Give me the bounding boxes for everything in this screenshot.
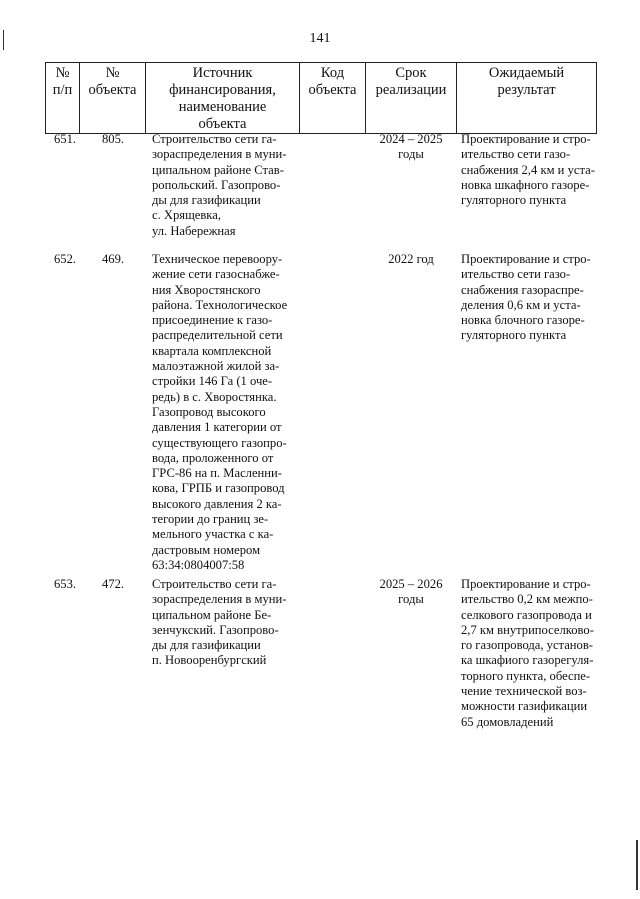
implementation-term-line: годы bbox=[398, 147, 424, 162]
header-col-object: № объекта bbox=[80, 63, 146, 134]
page-number: 141 bbox=[309, 31, 331, 46]
header-col-code: Код объекта bbox=[300, 63, 366, 134]
source-description bbox=[152, 132, 297, 239]
source-description-line: дастровым номером bbox=[152, 542, 261, 557]
source-description-line: высокого давления 2 ка- bbox=[152, 496, 282, 511]
expected-result bbox=[461, 132, 599, 208]
source-description-line: Газопровод высокого bbox=[152, 404, 266, 419]
expected-result bbox=[461, 577, 599, 730]
implementation-term-line: годы bbox=[398, 592, 424, 607]
object-number: 472. bbox=[102, 577, 125, 591]
expected-result-line: можности газификации bbox=[461, 699, 588, 714]
source-description-line: вода, проложенного от bbox=[152, 450, 274, 465]
source-description-line: района. Технологическое bbox=[152, 297, 288, 312]
expected-result-line: новка шкафного газоре- bbox=[461, 177, 590, 192]
expected-result-line: Проектирование и стро- bbox=[461, 132, 591, 146]
source-description-line: п. Новооренбургский bbox=[152, 653, 267, 668]
source-description-line: ропольский. Газопрово- bbox=[152, 177, 281, 192]
implementation-term bbox=[370, 577, 452, 608]
expected-result-line: ка шкафиого газорегуля- bbox=[461, 653, 594, 668]
source-description-line: малоэтажной жилой за- bbox=[152, 359, 280, 374]
expected-result-line: 2,7 км внутрипоселково- bbox=[461, 622, 594, 637]
source-description-line: 63:34:0804007:58 bbox=[152, 557, 245, 572]
source-description-line: ципальном районе Бе- bbox=[152, 607, 272, 622]
expected-result-line: ительство 0,2 км межпо- bbox=[461, 592, 593, 607]
header-col-num: № п/п bbox=[46, 63, 80, 134]
expected-result-line: ительство сети газо- bbox=[461, 147, 571, 162]
expected-result-line: снабжения 2,4 км и уста- bbox=[461, 162, 595, 177]
source-description-line: зенчукский. Газопрово- bbox=[152, 622, 279, 637]
object-number: 469. bbox=[102, 252, 125, 266]
source-description-line: мельного участка с ка- bbox=[152, 527, 274, 542]
source-description-line: ния Хворостянского bbox=[152, 282, 261, 297]
source-description-line: с. Хрящевка, bbox=[152, 208, 221, 223]
source-description-line: ды для газификации bbox=[152, 193, 261, 208]
source-description bbox=[152, 252, 297, 573]
source-description-line: редь) в с. Хворостянка. bbox=[152, 389, 277, 404]
row-number: 651. bbox=[54, 132, 77, 146]
expected-result-line: деления 0,6 км и уста- bbox=[461, 297, 581, 312]
expected-result-line: ительство сети газо- bbox=[461, 267, 571, 282]
source-description-line: ды для газификации bbox=[152, 638, 261, 653]
expected-result-line: гуляторного пункта bbox=[461, 193, 567, 208]
table-header bbox=[45, 62, 597, 134]
implementation-term-line: 2022 год bbox=[388, 252, 434, 266]
expected-result-line: снабжения газораспре- bbox=[461, 282, 584, 297]
source-description-line: Строительство сети га- bbox=[152, 577, 277, 591]
expected-result-line: гуляторного пункта bbox=[461, 328, 567, 343]
source-description-line: кова, ГРПБ и газопровод bbox=[152, 481, 285, 496]
source-description-line: ГРС-86 на п. Масленни- bbox=[152, 466, 282, 481]
source-description-line: стройки 146 Га (1 оче- bbox=[152, 374, 273, 389]
expected-result-line: торного пункта, обеспе- bbox=[461, 668, 591, 683]
source-description-line: жение сети газоснабже- bbox=[152, 267, 280, 282]
row-number: 652. bbox=[54, 252, 77, 266]
expected-result-line: селкового газопровода и bbox=[461, 607, 592, 622]
source-description-line: существующего газопро- bbox=[152, 435, 287, 450]
implementation-term bbox=[370, 132, 452, 163]
source-description-line: ул. Набережная bbox=[152, 223, 236, 238]
source-description-line: ципальном районе Став- bbox=[152, 162, 284, 177]
source-description-line: зораспределения в муни- bbox=[152, 147, 287, 162]
source-description-line: зораспределения в муни- bbox=[152, 592, 287, 607]
header-col-source: Источник финансирования, наименование объекта bbox=[146, 63, 300, 134]
expected-result-line: 65 домовладений bbox=[461, 714, 554, 729]
source-description-line: распределительной сети bbox=[152, 328, 283, 343]
source-description-line: давления 1 категории от bbox=[152, 420, 282, 435]
expected-result-line: го газопровода, установ- bbox=[461, 638, 593, 653]
expected-result-line: новка блочного газоре- bbox=[461, 313, 585, 328]
header-col-term: Срок реализации bbox=[366, 63, 457, 134]
object-number: 805. bbox=[102, 132, 125, 146]
row-number: 653. bbox=[54, 577, 77, 591]
implementation-term-line: 2025 – 2026 bbox=[379, 577, 443, 591]
expected-result-line: Проектирование и стро- bbox=[461, 252, 591, 266]
expected-result bbox=[461, 252, 599, 344]
right-margin-mark bbox=[636, 840, 638, 890]
source-description-line: тегории до границ зе- bbox=[152, 512, 269, 527]
source-description-line: квартала комплексной bbox=[152, 343, 272, 358]
source-description-line: Техническое перевоору- bbox=[152, 252, 283, 266]
expected-result-line: Проектирование и стро- bbox=[461, 577, 591, 591]
source-description-line: Строительство сети га- bbox=[152, 132, 277, 146]
header-col-result: Ожидаемый результат bbox=[457, 63, 597, 134]
implementation-term-line: 2024 – 2025 bbox=[379, 132, 443, 146]
expected-result-line: чение технической воз- bbox=[461, 684, 587, 699]
source-description bbox=[152, 577, 297, 669]
source-description-line: присоединение к газо- bbox=[152, 313, 273, 328]
implementation-term bbox=[370, 252, 452, 267]
